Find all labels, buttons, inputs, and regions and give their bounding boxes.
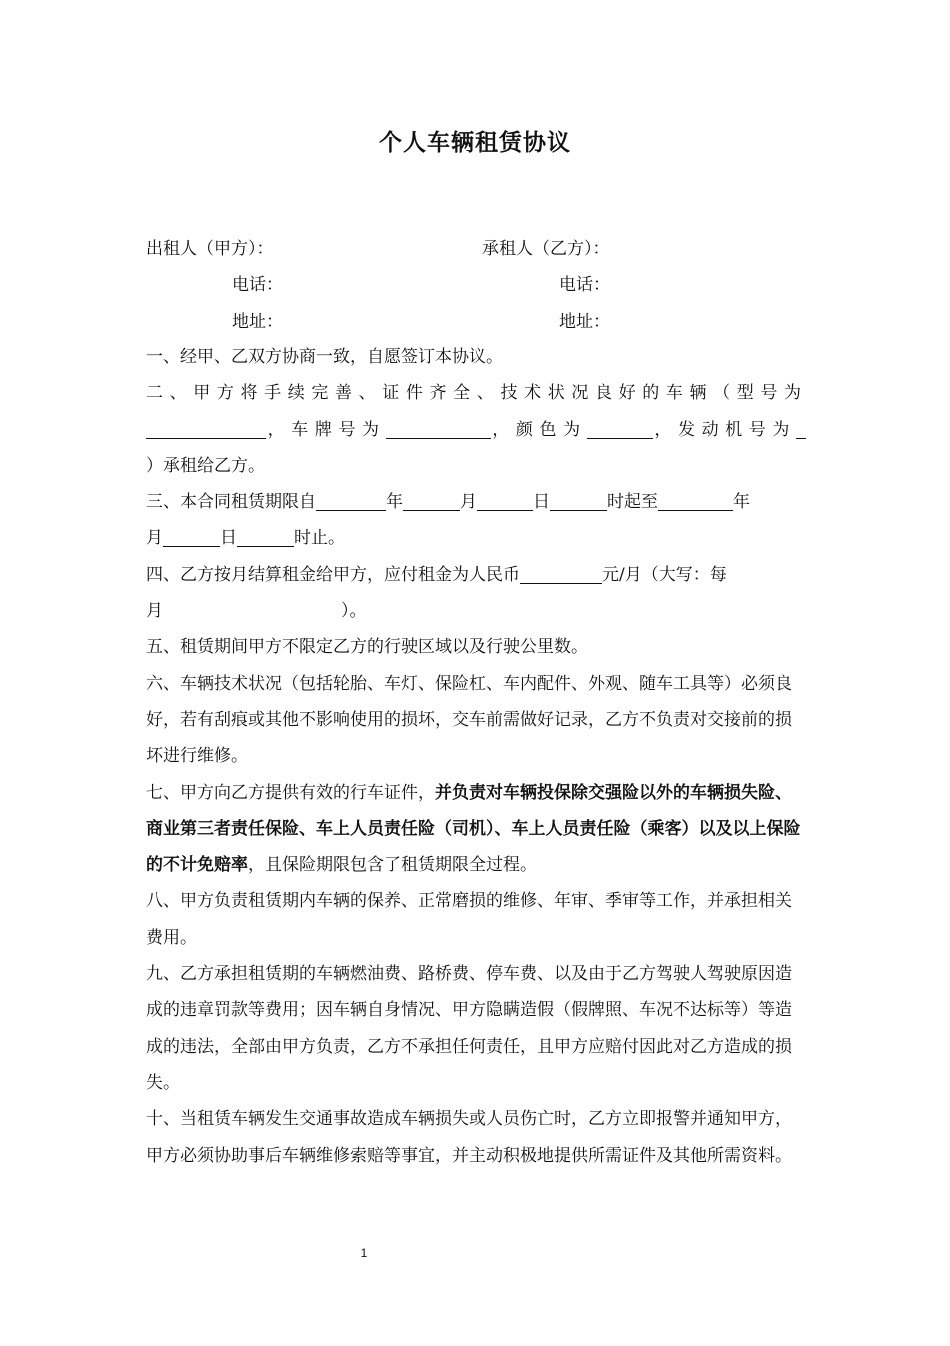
clause-7: 七、甲方向乙方提供有效的行车证件，并负责对车辆投保除交强险以外的车辆损失险、商业第三者责任保险、车上人员责任险（司机）、车上人员责任险（乘客）以及以上保险的不计免赔率，且保险期限包含了租赁期限全过程。	[146, 782, 801, 876]
rent-amount-blank	[520, 565, 602, 584]
clause-6: 六、车辆技术状况（包括轮胎、车灯、保险杠、车内配件、外观、随车工具等）必须良好，若有刮痕或其他不影响使用的损坏，交车前需做好记录，乙方不负责对交接前的损坏进行维修。	[146, 673, 792, 767]
clause-7-bold: 并负责对车辆投保除交强险以外的车辆损失险、商业第三者责任保险、车上人员责任险（司机）、车上人员责任险（乘客）以及以上保险的不计免赔率	[146, 782, 801, 876]
lessee-phone-label: 电话：	[559, 275, 610, 295]
engine-blank	[796, 420, 806, 439]
clause-4-line-2: 月 ）。	[146, 601, 367, 622]
end-year-blank	[658, 492, 733, 511]
start-day-blank	[477, 492, 533, 511]
clause-3-line-1: 三、本合同租赁期限自 年 月 日 时起至 年	[146, 492, 750, 513]
lessee-label: 承租人（乙方）：	[482, 239, 610, 259]
clause-1: 一、经甲、乙双方协商一致，自愿签订本协议。	[146, 347, 503, 367]
model-blank	[146, 420, 266, 439]
start-hour-blank	[550, 492, 607, 511]
lessor-address-label: 地址：	[232, 312, 283, 332]
lessor-phone-label: 电话：	[232, 275, 283, 295]
lessee-address-label: 地址：	[559, 312, 610, 332]
clause-8: 八、甲方负责租赁期内车辆的保养、正常磨损的维修、年审、季审等工作，并承担相关费用。	[146, 891, 792, 948]
clause-3-line-2: 月 日 时止。	[146, 528, 345, 549]
color-blank	[587, 420, 653, 439]
end-month-blank	[163, 529, 220, 548]
start-month-blank	[403, 492, 460, 511]
plate-blank	[386, 420, 491, 439]
clause-10: 十、当租赁车辆发生交通事故造成车辆损失或人员伤亡时，乙方立即报警并通知甲方，甲方必须协助事后车辆维修索赔等事宜，并主动积极地提供所需证件及其他所需资料。	[146, 1109, 792, 1166]
end-day-blank	[237, 529, 294, 548]
document-title: 个人车辆租赁协议	[379, 130, 571, 156]
clause-2-line-3: ）承租给乙方。	[146, 455, 265, 476]
clause-2-line-2: ，车牌号为 ，颜色为 ，发动机号为	[146, 412, 806, 448]
lessor-label: 出租人（甲方）：	[146, 239, 274, 259]
clause-4-line-1: 四、乙方按月结算租金给甲方，应付租金为人民币 元/月（大写：每	[146, 564, 727, 585]
clause-2-line-1: 二、甲方将手续完善、证件齐全、技术状况良好的车辆（型号为	[146, 383, 806, 404]
clause-9: 九、乙方承担租赁期的车辆燃油费、路桥费、停车费、以及由于乙方驾驶人驾驶原因造成的违章罚款等费用；因车辆自身情况、甲方隐瞒造假（假牌照、车况不达标等）等造成的违法，全部由甲方负责，乙方不承担任何责任，且甲方应赔付因此对乙方造成的损失。	[146, 964, 792, 1093]
clause-5: 五、租赁期间甲方不限定乙方的行驶区域以及行驶公里数。	[146, 637, 588, 658]
page-number: 1	[360, 1246, 368, 1260]
start-year-blank	[316, 492, 386, 511]
clauses-body	[146, 339, 806, 1174]
